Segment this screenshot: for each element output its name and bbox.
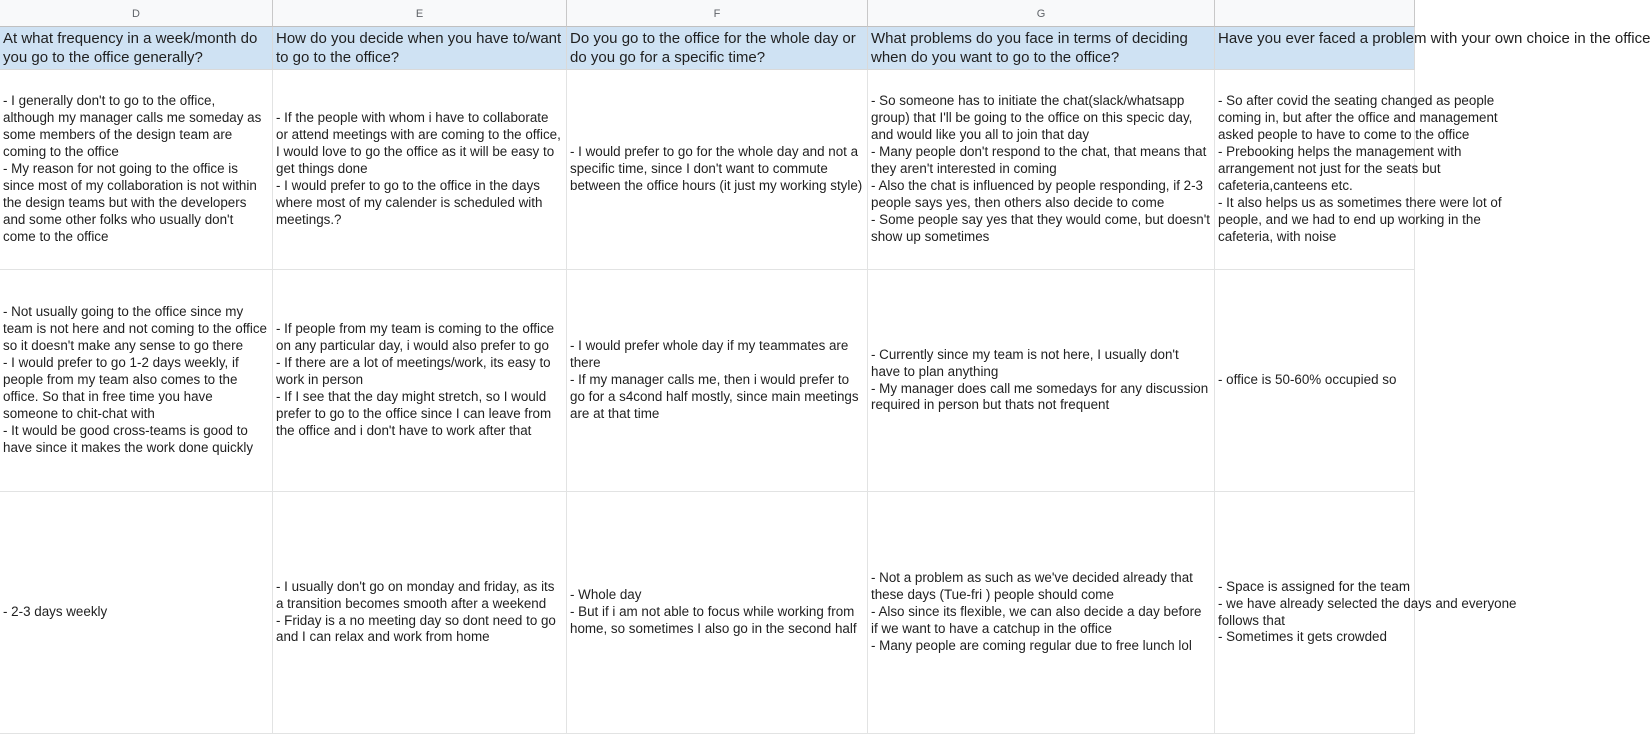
cell-g-row2[interactable] xyxy=(868,270,1215,492)
column-header-e[interactable]: E xyxy=(273,0,567,27)
cell-h-row3[interactable] xyxy=(1215,492,1517,734)
cell-text: - I would prefer whole day if my teammates are there - If my manager calls me, then i would prefer to go for a s4cond half mostly, since main meetings are at that time xyxy=(570,338,859,421)
cell-f-row2[interactable] xyxy=(567,270,868,492)
cell-text: - Whole day - But if i am not able to focus while working from home, so sometimes I also go in the second half xyxy=(570,587,857,636)
cell-e-row1[interactable] xyxy=(273,70,567,270)
cell-text: - Space is assigned for the team - we have already selected the days and everyone follows that - Sometimes it gets crowded xyxy=(1218,578,1517,645)
header-cell-decide[interactable] xyxy=(273,27,567,70)
cell-text: - office is 50-60% occupied so xyxy=(1218,372,1397,388)
cell-text: - If people from my team is coming to the office on any particular day, i would also prefer to go - If there are a lot of meetings/work, its easy to work in person - If I see that the day might stretch, so I would prefer to go to the office since I can leave from the office and i don't have to work after that xyxy=(276,321,555,438)
cell-text: - Not a problem as such as we've decided already that these days (Tue-fri ) people should come - Also since its flexible, we can also decide a day before if we want to have a catchup in the office - Many people are coming regular due to free lunch lol xyxy=(871,570,1202,653)
cell-text: - So someone has to initiate the chat(slack/whatsapp group) that I'll be going to the office on this specic day, and would like you all to join that day - Many people don't respond to the chat, that means that they aren't interested in coming - Also the chat is influenced by people responding, if 2-3 people says yes, then others also decide to come - Some people say yes that they would come, but doesn't show up sometimes xyxy=(871,93,1211,244)
header-text: How do you decide when you have to/want to go to the office? xyxy=(276,30,566,66)
cell-h-row1[interactable] xyxy=(1215,70,1502,270)
column-header-h[interactable] xyxy=(1215,0,1415,27)
cell-text: - So after covid the seating changed as people coming in, but after the office and management asked people to have to come to the office - Prebooking helps the management with arrangement not just for the seats but cafeteria,canteens etc. - It also helps us as sometimes there were lot of people, and we had to end up working in the cafeteria, with noise xyxy=(1218,93,1502,244)
header-cell-duration[interactable] xyxy=(567,27,868,70)
cell-g-row3[interactable] xyxy=(868,492,1215,734)
cell-f-row3[interactable] xyxy=(567,492,868,734)
cell-text: - 2-3 days weekly xyxy=(3,604,108,620)
cell-h-row2[interactable] xyxy=(1215,270,1415,492)
cell-text: - I generally don't to go to the office, although my manager calls me someday as some members of the design team are coming to the office - My reason for not going to the office is since most of my collaboration is not within the design teams but with the developers and some other folks who usually don't come to the office xyxy=(3,93,262,244)
header-cell-problems[interactable] xyxy=(868,27,1215,70)
cell-f-row1[interactable] xyxy=(567,70,868,270)
header-text: Have you ever faced a problem with your own choice in the office xyxy=(1218,30,1650,47)
cell-text: - I usually don't go on monday and friday, as its a transition becomes smooth after a weekend - Friday is a no meeting day so dont need to go and I can relax and work from home xyxy=(276,578,556,645)
header-cell-choice[interactable] xyxy=(1215,27,1650,70)
column-header-g[interactable]: G xyxy=(868,0,1215,27)
header-text: Do you go to the office for the whole day or do you go for a specific time? xyxy=(570,30,860,66)
cell-e-row2[interactable] xyxy=(273,270,567,492)
cell-text: - If the people with whom i have to collaborate or attend meetings with are coming to the office, I would love to go the office as it will be easy to get things done - I would prefer to go to the office in the days where most of my calender is scheduled with meetings.? xyxy=(276,110,561,227)
cell-text: - I would prefer to go for the whole day and not a specific time, since I don't want to commute between the office hours (it just my working style) xyxy=(570,144,863,193)
header-text: At what frequency in a week/month do you go to the office generally? xyxy=(3,30,262,66)
cell-d-row3[interactable] xyxy=(0,492,273,734)
cell-d-row1[interactable] xyxy=(0,70,273,270)
cell-e-row3[interactable] xyxy=(273,492,567,734)
cell-text: - Not usually going to the office since my team is not here and not coming to the office so it doesn't make any sense to go there - I would prefer to go 1-2 days weekly, if people from my team also comes to the office. So that in free time you have someone to chit-chat with - It would be good cross-teams is good to have since it makes the work done quickly xyxy=(3,304,268,455)
column-header-d[interactable]: D xyxy=(0,0,273,27)
header-cell-frequency[interactable] xyxy=(0,27,273,70)
cell-text: - Currently since my team is not here, I usually don't have to plan anything - My manager does call me somedays for any discussion required in person but thats not frequent xyxy=(871,346,1209,413)
cell-g-row1[interactable] xyxy=(868,70,1215,270)
cell-d-row2[interactable] xyxy=(0,270,273,492)
column-header-f[interactable]: F xyxy=(567,0,868,27)
header-text: What problems do you face in terms of deciding when do you want to go to the office? xyxy=(871,30,1192,66)
